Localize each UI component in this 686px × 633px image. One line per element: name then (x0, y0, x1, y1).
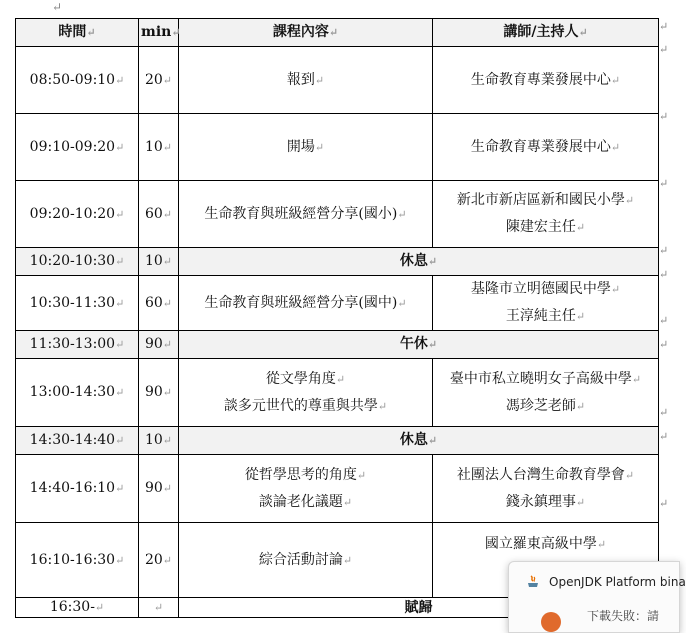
speaker-cell: 生命教育專業發展中心↵ (433, 47, 659, 114)
speaker-cell: 新北市新店區新和國民小學↵ 陳建宏主任↵ (433, 181, 659, 248)
speaker-cell: 國立羅東高級中學↵ (433, 523, 659, 598)
row-end-mark: ↵ (659, 430, 669, 443)
header-time: 時間↵ (16, 19, 139, 47)
speaker-cell: 基隆市立明德國民中學↵ 王淳純主任↵ (433, 276, 659, 331)
break-row (16, 248, 659, 276)
time-cell: 16:10-16:30↵ (16, 523, 139, 598)
notification-title: OpenJDK Platform bina (549, 575, 686, 589)
time-cell: 09:10-09:20↵ (16, 114, 139, 181)
time-cell: 13:00-14:30↵ (16, 359, 139, 427)
break-label: 休息↵ (179, 427, 659, 455)
header-row (16, 19, 659, 47)
time-cell: 09:20-10:20↵ (16, 181, 139, 248)
min-cell: 10↵ (139, 427, 179, 455)
schedule-table (15, 18, 659, 618)
content-cell: 開場↵ (179, 114, 433, 181)
min-cell: 10↵ (139, 248, 179, 276)
min-cell: 90↵ (139, 455, 179, 523)
table-row (16, 359, 659, 427)
row-end-mark: ↵ (659, 314, 669, 327)
notification-body: 下載失敗：請 (587, 609, 660, 623)
content-cell: 報到↵ (179, 47, 433, 114)
row-end-mark: ↵ (659, 110, 669, 123)
min-cell: 90↵ (139, 359, 179, 427)
content-cell: 生命教育與班級經營分享(國小)↵ (179, 181, 433, 248)
header-content: 課程內容↵ (179, 19, 433, 47)
min-cell: 90↵ (139, 331, 179, 359)
break-label: 賦歸 (179, 598, 659, 618)
header-min: min↵ (139, 19, 179, 47)
break-label: 休息↵ (179, 248, 659, 276)
break-row (16, 331, 659, 359)
row-end-mark: ↵ (659, 497, 669, 510)
row-end-mark: ↵ (659, 177, 669, 190)
speaker-cell: 生命教育專業發展中心↵ (433, 114, 659, 181)
row-end-mark: ↵ (659, 20, 669, 33)
table-row (16, 47, 659, 114)
time-cell: 16:30-↵ (16, 598, 139, 618)
time-cell: 08:50-09:10↵ (16, 47, 139, 114)
content-cell: 從哲學思考的角度↵ 談論老化議題↵ (179, 455, 433, 523)
min-cell: 60↵ (139, 181, 179, 248)
table-row (16, 455, 659, 523)
download-notification[interactable] (508, 561, 686, 633)
content-cell: 綜合活動討論↵ (179, 523, 433, 598)
paragraph-mark: ↵ (52, 0, 63, 14)
min-cell: 20↵ (139, 47, 179, 114)
row-end-mark: ↵ (659, 244, 669, 257)
speaker-cell: 臺中市私立曉明女子高級中學↵ 馮珍芝老師↵ (433, 359, 659, 427)
time-cell: 10:30-11:30↵ (16, 276, 139, 331)
time-cell: 10:20-10:30↵ (16, 248, 139, 276)
content-cell: 從文學角度↵ 談多元世代的尊重與共學↵ (179, 359, 433, 427)
table-row (16, 114, 659, 181)
row-end-mark: ↵ (659, 268, 669, 281)
min-cell: 10↵ (139, 114, 179, 181)
row-end-mark: ↵ (659, 406, 669, 419)
min-cell: 60↵ (139, 276, 179, 331)
speaker-cell: 社團法人台灣生命教育學會↵ 錢永鎮理事↵ (433, 455, 659, 523)
row-end-mark: ↵ (659, 338, 669, 351)
time-cell: 14:30-14:40↵ (16, 427, 139, 455)
table-row (16, 181, 659, 248)
break-label: 午休↵ (179, 331, 659, 359)
min-cell: 20↵ (139, 523, 179, 598)
row-end-mark: ↵ (659, 43, 669, 56)
row-end-marks (659, 0, 670, 620)
time-cell: 14:40-16:10↵ (16, 455, 139, 523)
break-row (16, 427, 659, 455)
table-row (16, 276, 659, 331)
warning-icon (541, 612, 561, 632)
min-cell: ↵ (139, 598, 179, 618)
time-cell: 11:30-13:00↵ (16, 331, 139, 359)
java-app-icon (526, 575, 540, 589)
header-speaker: 講師/主持人↵ (433, 19, 659, 47)
content-cell: 生命教育與班級經營分享(國中)↵ (179, 276, 433, 331)
